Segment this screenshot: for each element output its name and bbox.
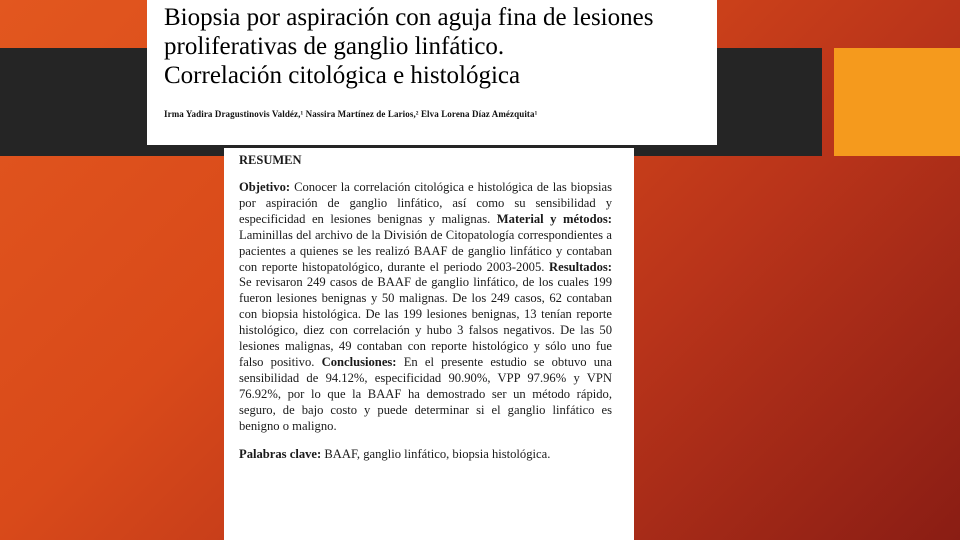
article-title-card <box>147 0 717 145</box>
results-text: Se revisaron 249 casos de BAAF de ganglio linfático, de los cuales 199 fueron lesiones benignas y 50 malignas. De los 249 casos, 62 contaban con biopsia histológica. De las 199 lesiones benignas, 13 tenían reporte histológico, diez con correlación y hubo 3 falsos negativos. De las 50 lesiones malignas, 49 contaban con reporte histológico y sólo uno fue falso positivo. <box>239 275 612 369</box>
objective-text: Conocer la correlación citológica e histológica de las biopsias por aspiración de ganglio linfático, así como su sensibilidad y especificidad en lesiones benignas y malignas. <box>239 180 612 226</box>
title-line-3: Correlación citológica e histológica <box>164 62 521 89</box>
article-title <box>164 3 717 90</box>
title-line-2: proliferativas de ganglio linfático. <box>164 33 505 60</box>
title-line-1: Biopsia por aspiración con aguja fina de lesiones <box>164 4 654 31</box>
orange-accent-square <box>834 48 960 156</box>
keywords-text: BAAF, ganglio linfático, biopsia histológica. <box>321 446 551 461</box>
results-label: Resultados: <box>549 259 612 274</box>
keywords-label: Palabras clave: <box>239 446 322 461</box>
objective-label: Objetivo: <box>239 180 291 194</box>
conclusions-text: En el presente estudio se obtuvo una sensibilidad de 94.12%, especificidad 90.90%, VPP 97.96% y VPN 76.92%, por lo que la BAAF ha demostrado ser un método rápido, seguro, de bajo costo y puede determinar si el ganglio linfático es benigno o maligno. <box>239 354 612 433</box>
abstract-body <box>239 180 612 435</box>
abstract-card <box>224 148 634 540</box>
abstract-heading: RESUMEN <box>239 153 302 167</box>
keywords <box>239 447 612 462</box>
article-authors: Irma Yadira Dragustinovis Valdéz,¹ Nassira Martínez de Larios,² Elva Lorena Díaz Amézquita¹ <box>164 109 538 119</box>
methods-label: Material y métodos: <box>496 211 612 226</box>
conclusions-label: Conclusiones: <box>321 354 397 369</box>
methods-text: Laminillas del archivo de la División de Citopatología correspondientes a pacientes a quienes se les realizó BAAF de ganglio linfático y contaban con reporte histopatológico, durante el periodo 2003-2005. <box>239 227 612 274</box>
